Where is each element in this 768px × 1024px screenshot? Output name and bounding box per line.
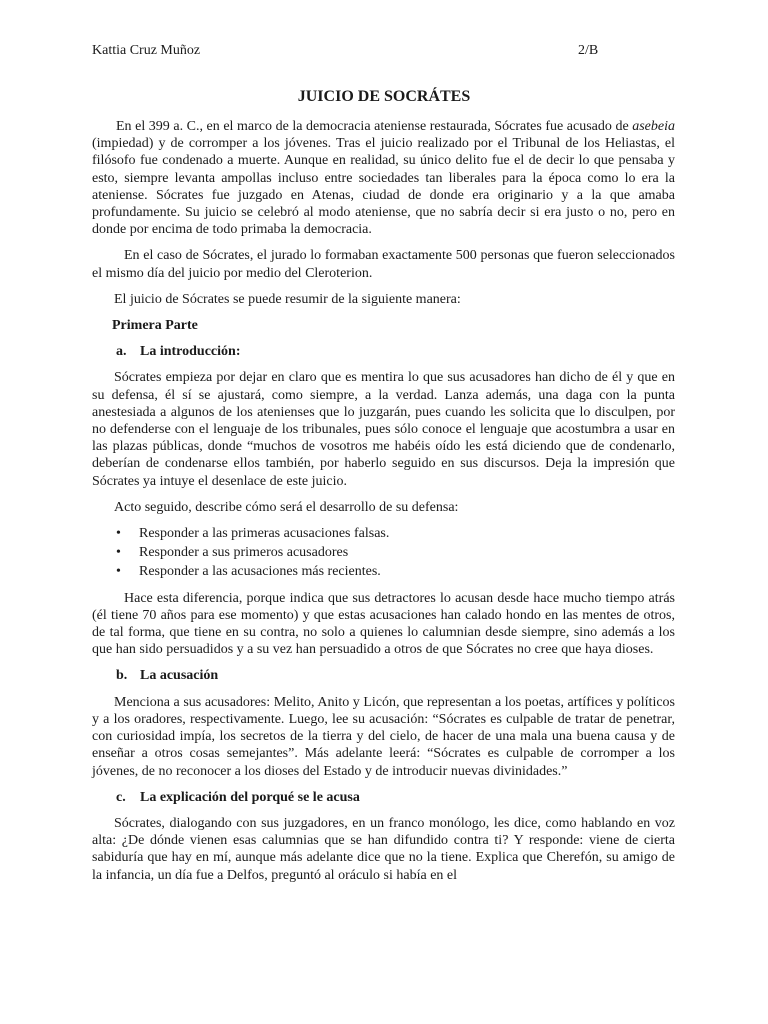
defense-bullet-list <box>92 525 675 581</box>
bullet-icon: • <box>116 545 121 561</box>
section-heading-c <box>92 789 675 806</box>
list-item <box>92 544 675 561</box>
paragraph-introduction-body: Sócrates empieza por dejar en claro que es mentira lo que sus acusadores han dicho de él y que en su defensa, él sí se ajustará, como siempre, a la verdad. Lanza además, una daga con la punta anestesiada a algunos de los atenienses que lo juzgarán, pues cuando les solicita que lo disculpen, por no defenderse con el lenguaje de los tribunales, pues sólo conoce el lenguaje que acostumbra a usar en las plazas públicas, donde “muchos de vosotros me habéis oído les está diciendo que de condenarlo, deberían de condenarse ellos también, por haberlo seguido en sus discursos. Deja la impresión que Sócrates ya intuye el desenlace de este juicio. <box>92 370 675 489</box>
paragraph-intro <box>92 118 675 238</box>
header-section: 2/B <box>578 43 599 58</box>
paragraph-defense-intro: Acto seguido, describe cómo será el desarrollo de su defensa: <box>114 499 459 515</box>
document-title: JUICIO DE SOCRÁTES <box>297 88 471 105</box>
section-heading-a <box>92 343 675 360</box>
document-body <box>92 118 675 893</box>
part-heading: Primera Parte <box>112 318 198 334</box>
list-item <box>92 525 675 542</box>
paragraph-explanation-body: Sócrates, dialogando con sus juzgadores, en un franco monólogo, les dice, como hablando en voz alta: ¿De dónde vienen esas calumnias que se han difundido contra ti? Y responde: viene de cierta sabiduría que hay en mí, aunque más adelante dice que no la tiene. Explica que Cherefón, su amigo de la infancia, un día fue a Delfos, preguntó al oráculo si había en el <box>92 815 675 883</box>
paragraph-intro-text-2: (impiedad) y de corromper a los jóvenes. Tras el juicio realizado por el Tribunal de los Heliastas, el filósofo fue condenado a muerte. Aunque en realidad, su único delito fue el de decir lo que pensaba y esto, siempre levanta ampollas incluso entre sociedades tan liberales para la época como lo era la ateniense. Sócrates fue juzgado en Atenas, ciudad de donde era originario y a la que amaba profundamente. Su juicio se celebró al modo ateniense, que no sabría decir si era justo o no, pero en donde por encima de todo primaba la democracia. <box>92 136 675 238</box>
paragraph-intro-text-1: En el 399 a. C., en el marco de la democracia ateniense restaurada, Sócrates fue acusado de <box>116 119 633 134</box>
list-item-text: Responder a las primeras acusaciones falsas. <box>139 526 390 542</box>
paragraph-jury: En el caso de Sócrates, el jurado lo formaban exactamente 500 personas que fueron seleccionados el mismo día del juicio por medio del Cleroterion. <box>92 248 675 281</box>
asebeia-term: asebeia <box>632 119 675 134</box>
section-b-title: La acusación <box>140 668 219 684</box>
section-heading-b <box>92 667 675 684</box>
list-item-text: Responder a las acusaciones más recientes. <box>139 564 381 580</box>
bullet-icon: • <box>116 526 121 542</box>
header-author: Kattia Cruz Muñoz <box>92 43 201 58</box>
list-item <box>92 563 675 580</box>
bullet-icon: • <box>116 564 121 580</box>
paragraph-accusation-body: Menciona a sus acusadores: Melito, Anito y Licón, que representan a los poetas, artífices y políticos y a los oradores, respectivamente. Luego, lee su acusación: “Sócrates es culpable de tratar de penetrar, con curiosidad impía, los secretos de la tierra y del cielo, de hacer de una mala una buena causa y de enseñar a otros cosas semejantes”. Más adelante leerá: “Sócrates es culpable de corromper a los jóvenes, de no reconocer a los dioses del Estado y de introducir nuevas divinidades.” <box>92 694 675 779</box>
paragraph-difference: Hace esta diferencia, porque indica que sus detractores lo acusan desde hace mucho tiempo atrás (él tiene 70 años para ese momento) y que estas acusaciones han calado hondo en las mentes de otros, de tal forma, que tiene en su contra, no solo a quienes lo calumnian desde siempre, sino además a los que han sido persuadidos y a su vez han persuadido a otros de que Sócrates no cree que haya dioses. <box>92 590 675 658</box>
list-item-text: Responder a sus primeros acusadores <box>139 545 349 561</box>
section-a-marker: a. <box>116 344 127 360</box>
section-c-title: La explicación del porqué se le acusa <box>140 789 360 805</box>
paragraph-summary-intro: El juicio de Sócrates se puede resumir de la siguiente manera: <box>114 291 461 307</box>
section-a-title: La introducción: <box>140 344 241 360</box>
section-c-marker: c. <box>116 789 126 805</box>
section-b-marker: b. <box>116 668 128 684</box>
